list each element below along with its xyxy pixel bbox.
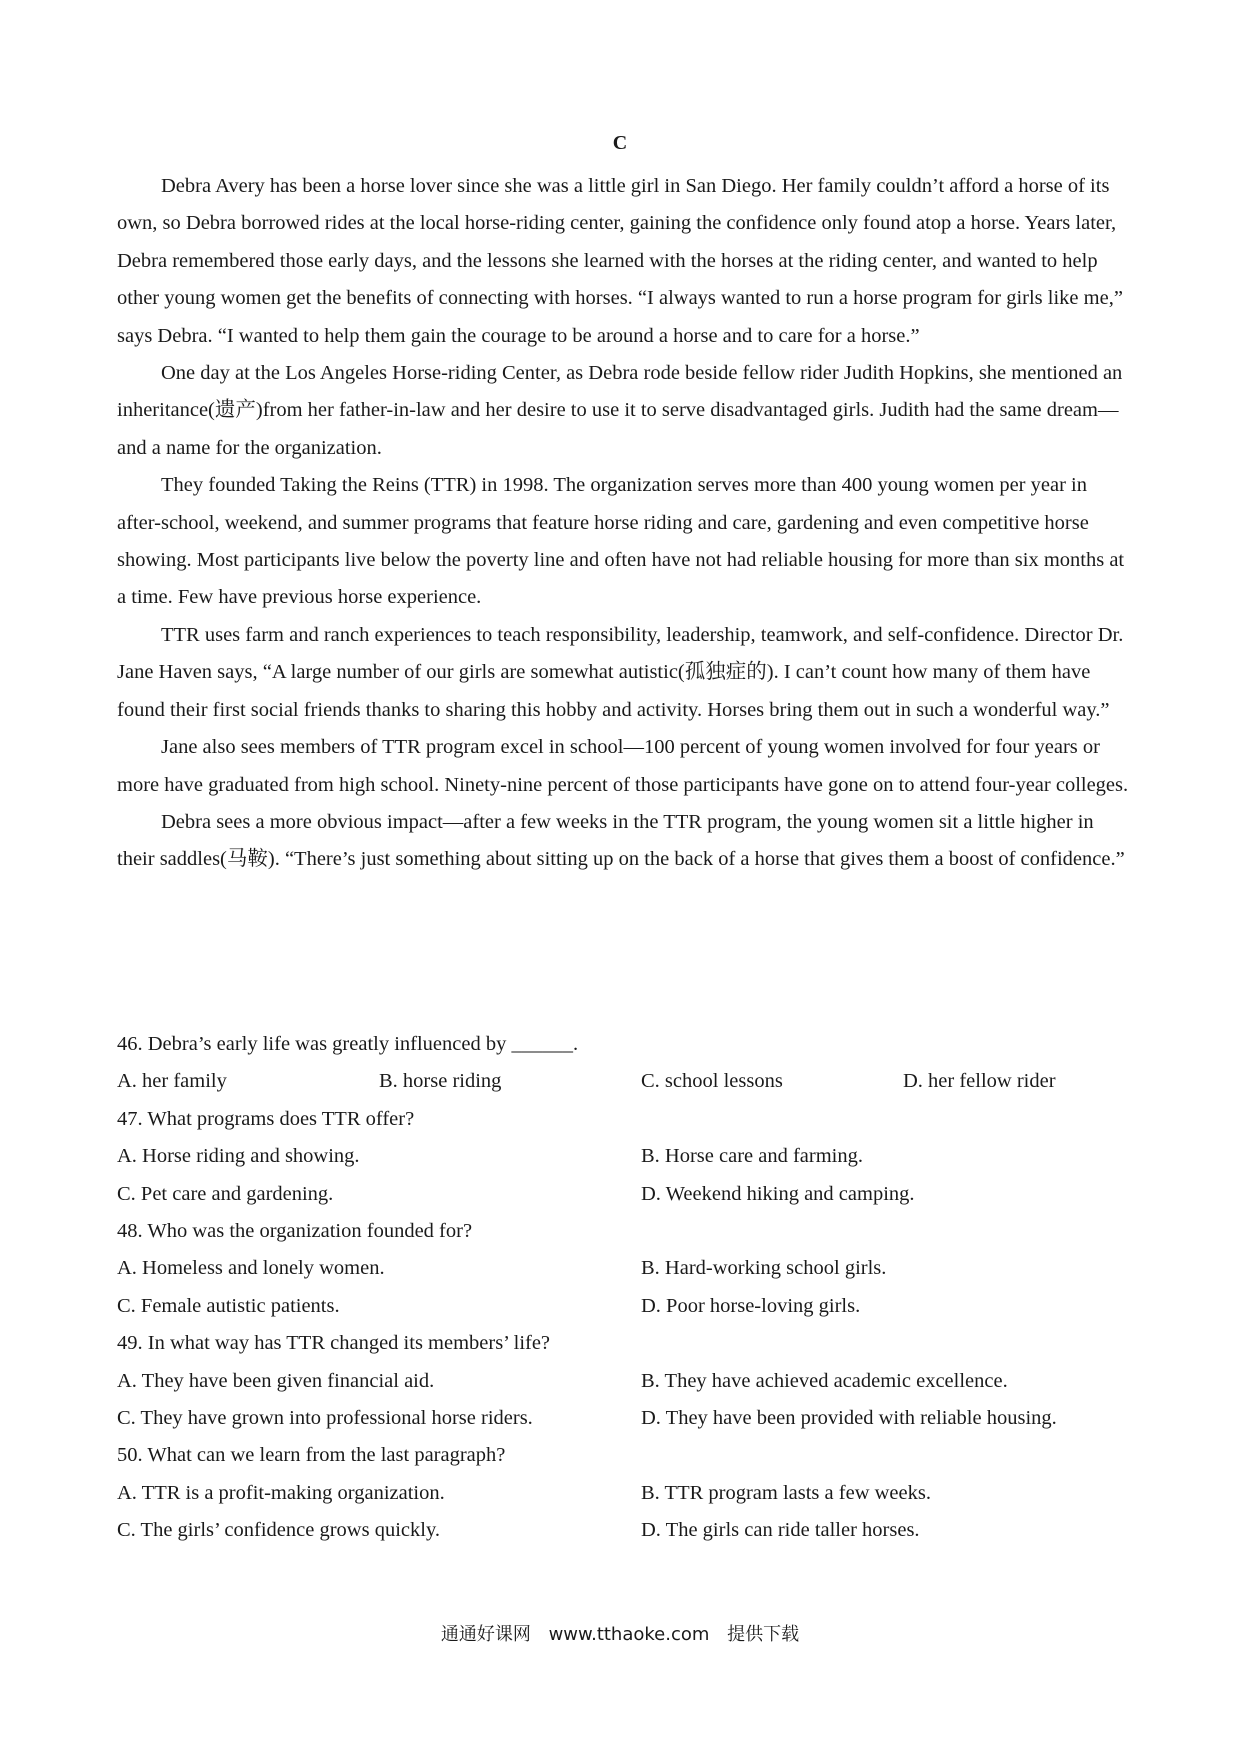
- option-c: C. school lessons: [641, 1070, 783, 1093]
- options-row: [117, 1250, 1129, 1287]
- option-a: A. Horse riding and showing.: [117, 1145, 360, 1168]
- option-b: B. horse riding: [379, 1070, 502, 1093]
- paragraph-3: They founded Taking the Reins (TTR) in 1998. The organization serves more than 400 young women per year in after-school, weekend, and summer programs that feature horse riding and care, gardening and even competitive horse showing. Most participants live below the poverty line and often have not had reliable housing for more than six months at a time. Few have previous horse experience.: [117, 474, 1125, 609]
- option-c: C. Pet care and gardening.: [117, 1182, 334, 1205]
- page-footer: [0, 1620, 1240, 1646]
- options-row: [117, 1512, 1129, 1549]
- question-stem: 49. In what way has TTR changed its members’ life?: [117, 1332, 551, 1355]
- option-d: D. Poor horse-loving girls.: [641, 1294, 861, 1317]
- options-row: [117, 1475, 1129, 1512]
- question-stem: 46. Debra’s early life was greatly influenced by ______.: [117, 1033, 579, 1055]
- option-d: D. Weekend hiking and camping.: [641, 1182, 915, 1205]
- question-50: [117, 1437, 1129, 1549]
- reading-passage: [117, 168, 1129, 879]
- question-stem: 47. What programs does TTR offer?: [117, 1107, 415, 1130]
- option-c: C. The girls’ confidence grows quickly.: [117, 1519, 440, 1542]
- option-d: D. The girls can ride taller horses.: [641, 1519, 920, 1542]
- option-d: D. her fellow rider: [903, 1070, 1056, 1093]
- question-46: [117, 1026, 1129, 1101]
- options-row: [117, 1400, 1129, 1437]
- question-47: [117, 1101, 1129, 1213]
- option-b: B. They have achieved academic excellence.: [641, 1369, 1008, 1392]
- paragraph-5: Jane also sees members of TTR program excel in school—100 percent of young women involved for four years or more have graduated from high school. Ninety-nine percent of those participants have gone on to attend four-year colleges.: [117, 736, 1129, 796]
- footer-tagline: 提供下载: [727, 1624, 800, 1645]
- paragraph-1: Debra Avery has been a horse lover since she was a little girl in San Diego. Her family couldn’t afford a horse of its own, so Debra borrowed rides at the local horse-riding center, gaining the confidence only found atop a horse. Years later, Debra remembered those early days, and the lessons she learned with the horses at the riding center, and wanted to help other young women get the benefits of connecting with horses. “I always wanted to run a horse program for girls like me,” says Debra. “I wanted to help them gain the courage to be around a horse and to care for a horse.”: [117, 175, 1123, 347]
- options-row: [117, 1363, 1129, 1400]
- footer-site-name: 通通好课网: [440, 1624, 531, 1645]
- options-row: [117, 1138, 1129, 1175]
- option-c: C. They have grown into professional horse riders.: [117, 1407, 533, 1430]
- question-list: [117, 1026, 1129, 1550]
- option-b: B. Horse care and farming.: [641, 1145, 863, 1168]
- paragraph-4: TTR uses farm and ranch experiences to teach responsibility, leadership, teamwork, and self-confidence. Director Dr. Jane Haven says, “A large number of our girls are somewhat autistic(孤独症的). I can’t count how many of them have found their first social friends thanks to sharing this hobby and activity. Horses bring them out in such a wonderful way.”: [117, 623, 1124, 721]
- option-d: D. They have been provided with reliable housing.: [641, 1407, 1057, 1430]
- paragraph-6: Debra sees a more obvious impact—after a few weeks in the TTR program, the young women sit a little higher in their saddles(马鞍). “There’s just something about sitting up on the back of a horse that gives them a boost of confidence.”: [117, 810, 1125, 871]
- options-row: [117, 1063, 1129, 1100]
- option-a: A. her family: [117, 1070, 227, 1093]
- option-a: A. They have been given financial aid.: [117, 1369, 435, 1392]
- option-b: B. Hard-working school girls.: [641, 1257, 887, 1280]
- question-stem: 50. What can we learn from the last paragraph?: [117, 1444, 506, 1467]
- question-stem: 48. Who was the organization founded for?: [117, 1220, 473, 1243]
- option-b: B. TTR program lasts a few weeks.: [641, 1481, 931, 1504]
- section-title: C: [612, 132, 628, 154]
- option-a: A. TTR is a profit-making organization.: [117, 1481, 445, 1504]
- paragraph-2: One day at the Los Angeles Horse-riding Center, as Debra rode beside fellow rider Judith Hopkins, she mentioned an inheritance(遗产)from her father-in-law and her desire to use it to serve disadvantaged girls. Judith had the same dream—and a name for the organization.: [117, 362, 1123, 459]
- options-row: [117, 1176, 1129, 1213]
- option-a: A. Homeless and lonely women.: [117, 1257, 385, 1280]
- option-c: C. Female autistic patients.: [117, 1294, 340, 1317]
- question-49: [117, 1325, 1129, 1437]
- options-row: [117, 1288, 1129, 1325]
- footer-url[interactable]: www.tthaoke.com: [548, 1624, 710, 1645]
- question-48: [117, 1213, 1129, 1325]
